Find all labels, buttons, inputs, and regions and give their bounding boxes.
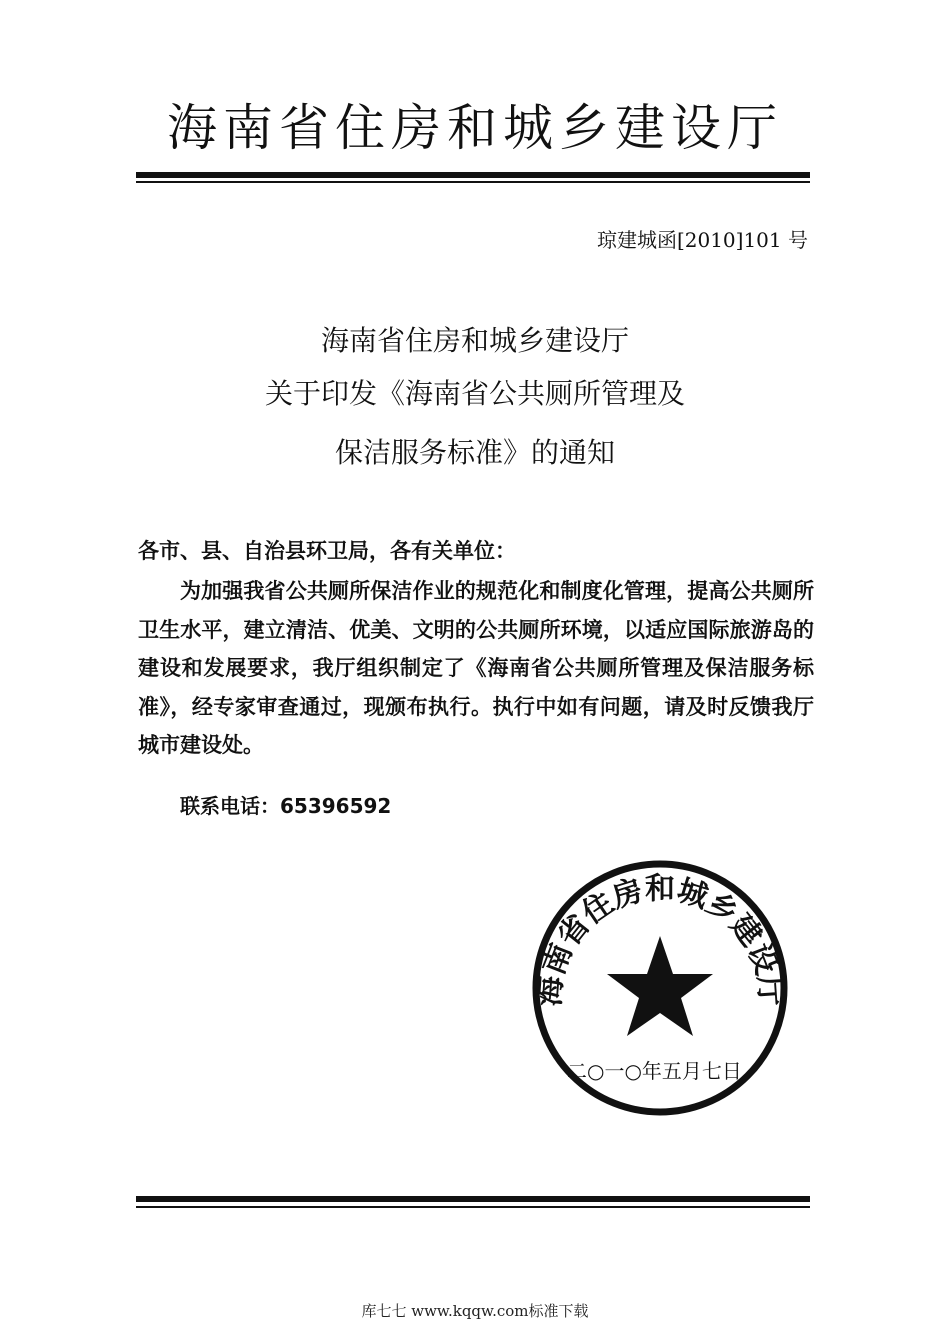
issue-date: 二○一○年五月七日 [567, 1059, 742, 1083]
document-number: 琼建城函[2010]101 号 [596, 228, 808, 252]
official-seal [530, 858, 790, 1118]
notice-title-line-2: 关于印发《海南省公共厕所管理及 [264, 377, 685, 410]
footer-rule-thick [136, 1196, 810, 1202]
contact-phone: 联系电话：65396592 [180, 794, 392, 818]
notice-title-line-3: 保洁服务标准》的通知 [334, 436, 615, 469]
star-icon [607, 936, 713, 1036]
header-rule-thin [136, 181, 810, 183]
seal-text: 海南省住房和城乡建设厅 [532, 871, 788, 1008]
body-paragraph: 为加强我省公共厕所保洁作业的规范化和制度化管理，提高公共厕所卫生水平，建立清洁、优美、文明的公共厕所环境，以适应国际旅游岛的建设和发展要求，我厅组织制定了《海南省公共厕所管理及保洁服务标准》，经专家审查通过，现颁布执行。执行中如有问题，请及时反馈我厅城市建设处。 [138, 579, 814, 758]
notice-title-line-1: 海南省住房和城乡建设厅 [320, 324, 629, 357]
footer-watermark-text: 库七七 www.kqqw.com标准下载 [361, 1302, 589, 1320]
header-org-title: 海南省住房和城乡建设厅 [167, 99, 783, 157]
footer-rule-thin [136, 1206, 810, 1208]
salutation: 各市、县、自治县环卫局，各有关单位： [138, 539, 516, 563]
header-rule-thick [136, 172, 810, 178]
